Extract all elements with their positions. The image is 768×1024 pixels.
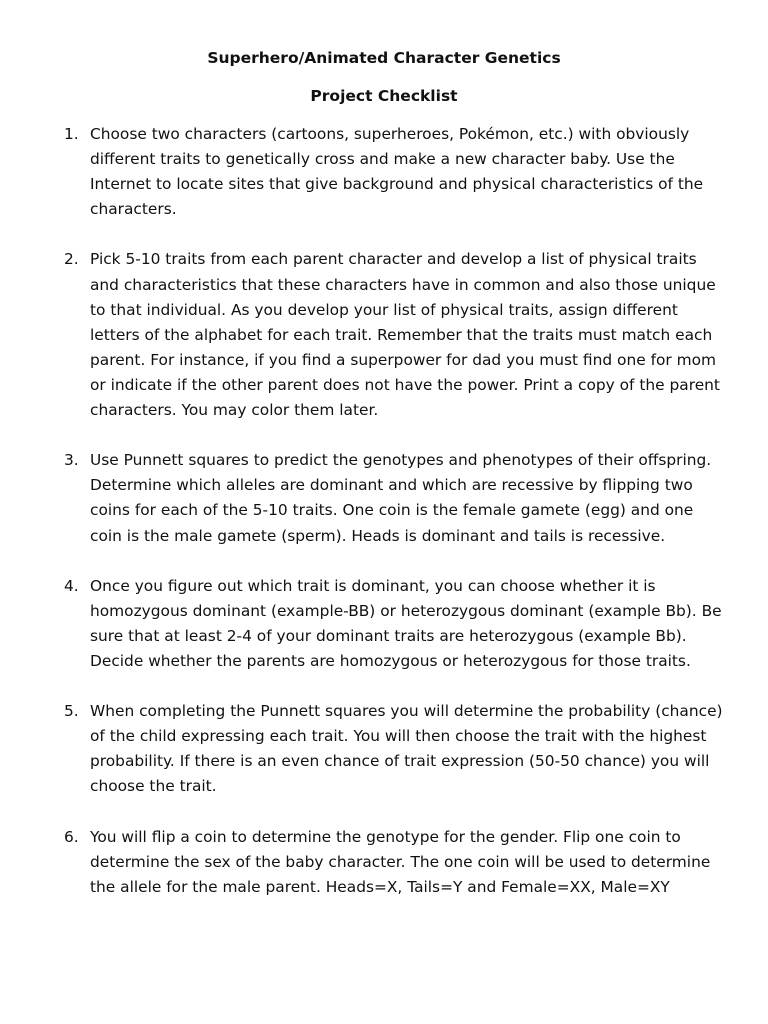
item-text: Use Punnett squares to predict the genotypes and phenotypes of their offspring. Determine which alleles are dominant and which are recessive by flipping two coins for each of the 5-10 traits. One coin is the female gamete (egg) and one coin is the male gamete (sperm). Heads is dominant and tails is recessive. — [90, 451, 712, 545]
checklist-item-2 — [64, 247, 724, 423]
item-number: 3. — [64, 451, 79, 470]
checklist-item-3 — [64, 448, 724, 548]
document-title: Superhero/Animated Character Genetics — [207, 49, 561, 67]
item-text: Choose two characters (cartoons, superheroes, Pokémon, etc.) with obviously different traits to genetically cross and make a new character baby. Use the Internet to locate sites that give background and physical characteristics of the characters. — [90, 125, 704, 219]
checklist-item-4 — [64, 574, 724, 674]
document-subtitle: Project Checklist — [310, 87, 458, 105]
item-number: 5. — [64, 702, 79, 721]
checklist — [64, 122, 724, 925]
item-text: When completing the Punnett squares you will determine the probability (chance) of the child expressing each trait. You will then choose the trait with the highest probability. If there is an even chance of trait expression (50-50 chance) you will choose the trait. — [90, 702, 723, 796]
checklist-item-5 — [64, 699, 724, 799]
item-number: 2. — [64, 250, 79, 269]
item-text: Once you figure out which trait is dominant, you can choose whether it is homozygous dominant (example-BB) or heterozygous dominant (example Bb). Be sure that at least 2-4 of your dominant traits are heterozygous (example Bb). Decide whether the parents are homozygous or heterozygous for those traits. — [90, 576, 722, 670]
item-number: 6. — [64, 827, 79, 846]
item-text: You will flip a coin to determine the genotype for the gender. Flip one coin to determine the sex of the baby character. The one coin will be used to determine the allele for the male parent. Heads=X, Tails=Y and Female=XX, Male=XY — [90, 827, 711, 896]
item-number: 1. — [64, 125, 79, 143]
checklist-item-6 — [64, 825, 724, 900]
item-text: Pick 5-10 traits from each parent character and develop a list of physical traits and characteristics that these characters have in common and also those unique to that individual. As you develop your list of physical traits, assign different letters of the alphabet for each trait. Remember that the traits must match each parent. For instance, if you find a superpower for dad you must find one for mom or indicate if the other parent does not have the power. Print a copy of the parent characters. You may color them later. — [90, 250, 720, 420]
item-number: 4. — [64, 576, 79, 595]
checklist-item-1 — [64, 122, 724, 222]
